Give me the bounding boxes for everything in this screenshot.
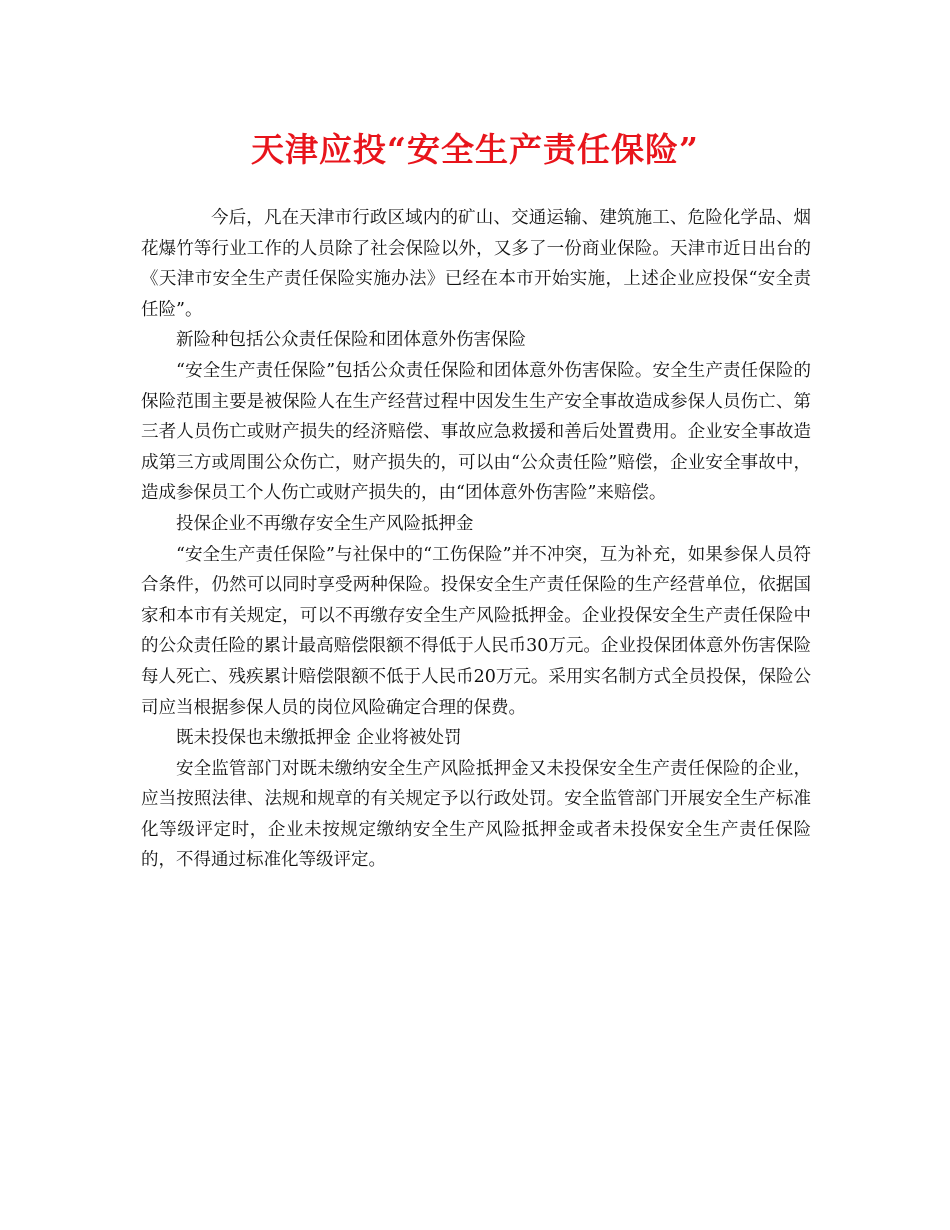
paragraph-penalty: 安全监管部门对既未缴纳安全生产风险抵押金又未投保安全生产责任保险的企业，应当按照法律、法规和规章的有关规定予以行政处罚。安全监管部门开展安全生产标准化等级评定时，企业未按规定缴纳安全生产风险抵押金或者未投保安全生产责任保险的，不得通过标准化等级评定。 (141, 758, 811, 871)
paragraph-coverage: “安全生产责任保险”包括公众责任保险和团体意外伤害保险。安全生产责任保险的保险范围主要是被保险人在生产经营过程中因发生生产安全事故造成参保人员伤亡、第三者人员伤亡或财产损失的经济赔偿、事故应急救援和善后处置费用。企业安全事故造成第三方或周围公众伤亡，财产损失的，可以由“公众责任险”赔偿，企业安全事故中，造成参保员工个人伤亡或财产损失的，由“团体意外伤害险”来赔偿。 (141, 360, 811, 504)
paragraph-deposit: “安全生产责任保险”与社保中的“工伤保险”并不冲突，互为补充，如果参保人员符合条件，仍然可以同时享受两种保险。投保安全生产责任保险的生产经营单位，依据国家和本市有关规定，可以不再缴存安全生产风险抵押金。企业投保安全生产责任保险中的公众责任险的累计最高赔偿限额不得低于人民币30万元。企业投保团体意外伤害保险每人死亡、残疾累计赔偿限额不低于人民币20万元。采用实名制方式全员投保，保险公司应当根据参保人员的岗位风险确定合理的保费。 (141, 544, 811, 718)
section-heading-penalty: 既未投保也未缴抵押金 企业将被处罚 (176, 728, 462, 749)
document-body (141, 203, 811, 876)
paragraph-intro: 今后，凡在天津市行政区域内的矿山、交通运输、建筑施工、危险化学品、烟花爆竹等行业工作的人员除了社会保险以外，又多了一份商业保险。天津市近日出台的《天津市安全生产责任保险实施办法》已经在本市开始实施，上述企业应投保“安全责任险”。 (141, 208, 811, 320)
section-heading-new-insurance: 新险种包括公众责任保险和团体意外伤害保险 (176, 330, 526, 351)
document-title: 天津应投“安全生产责任保险” (251, 130, 699, 169)
section-heading-no-deposit: 投保企业不再缴存安全生产风险抵押金 (176, 513, 474, 534)
